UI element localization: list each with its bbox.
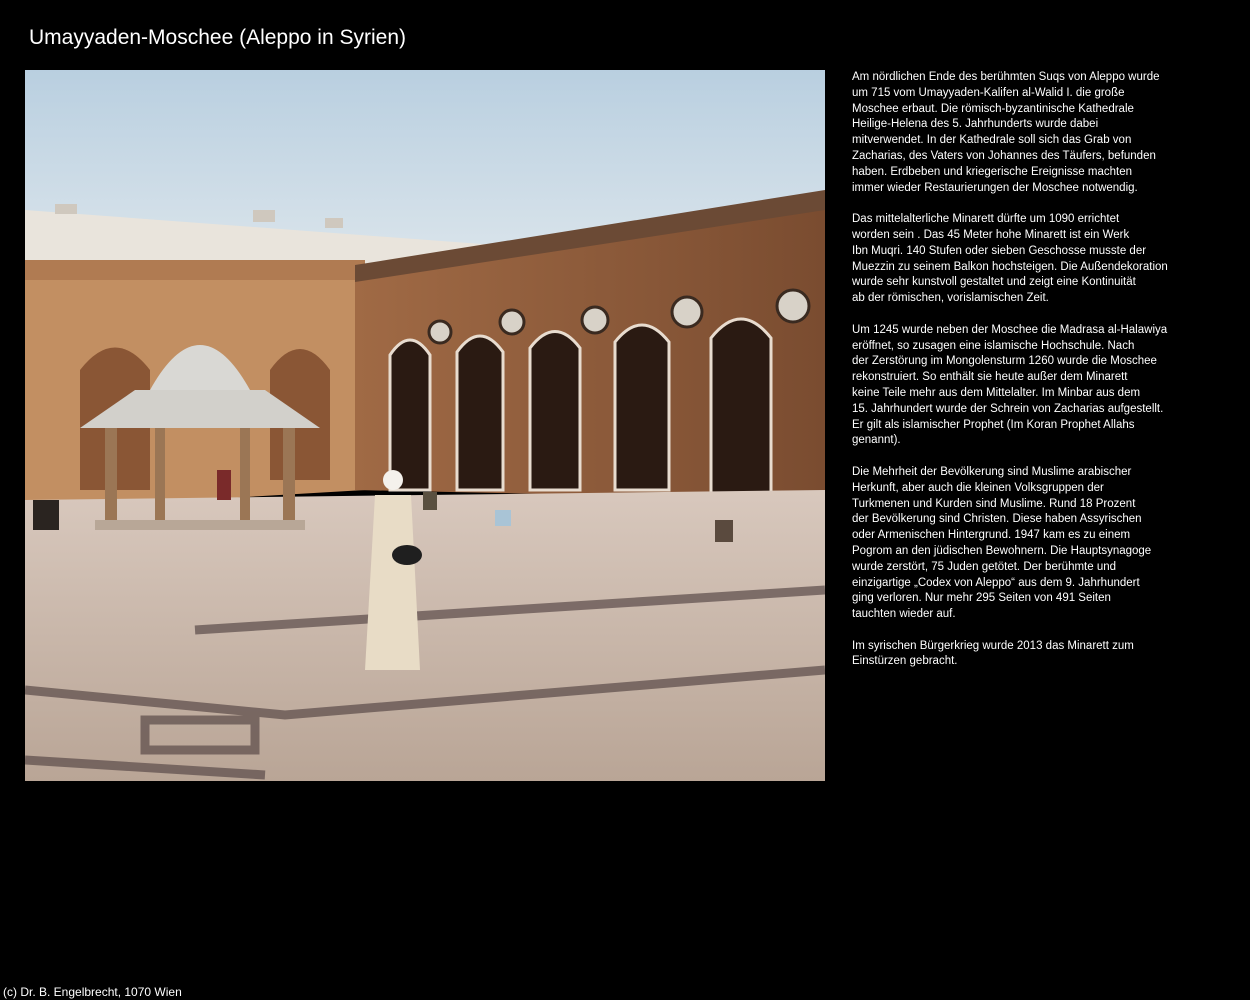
description-line: keine Teile mehr aus dem Mittelalter. Im Minbar aus dem (852, 386, 1141, 399)
page-title: Umayyaden-Moschee (Aleppo in Syrien) (29, 26, 407, 49)
description-line: wurde zerstört, 75 Juden getötet. Der berühmte und (852, 560, 1117, 573)
description-line: ging verloren. Nur mehr 295 Seiten von 491 Seiten (852, 592, 1111, 605)
description-line: Im syrischen Bürgerkrieg wurde 2013 das Minarett zum (852, 639, 1134, 652)
description-line: mitverwendet. In der Kathedrale soll sich das Grab von (852, 134, 1132, 147)
description-line: Moschee erbaut. Die römisch-byzantinische Kathedrale (852, 102, 1134, 115)
description-line: Er gilt als islamischer Prophet (Im Koran Prophet Allahs (852, 418, 1135, 431)
description-line: Am nördlichen Ende des berühmten Suqs von Aleppo wurde (852, 71, 1160, 83)
description-line: Herkunft, aber auch die kleinen Volksgruppen der (852, 481, 1104, 494)
description-line: Zacharias, des Vaters von Johannes des Täufers, befunden (852, 149, 1156, 162)
description-line: eröffnet, so zusagen eine islamische Hochschule. Nach (852, 339, 1135, 352)
description-line: immer wieder Restaurierungen der Moschee notwendig. (852, 181, 1138, 194)
description-line: wurde sehr kunstvoll gestaltet und zeigt eine Kontinuität (852, 276, 1136, 289)
copyright-footer: (c) Dr. B. Engelbrecht, 1070 Wien (3, 985, 182, 999)
description-paragraph (852, 639, 1192, 671)
description-line: 15. Jahrhundert wurde der Schrein von Zacharias aufgestellt. (852, 402, 1164, 415)
description-line: einzigartige „Codex von Aleppo“ aus dem 9. Jahrhundert (852, 576, 1140, 589)
description-line: rekonstruiert. So enthält sie heute außer dem Minarett (852, 371, 1128, 384)
description-line: Einstürzen gebracht. (852, 655, 958, 668)
description-line: Um 1245 wurde neben der Moschee die Madrasa al-Halawiya (852, 323, 1168, 336)
description-line: Turkmenen und Kurden sind Muslime. Rund 18 Prozent (852, 497, 1136, 510)
description-line: Ibn Muqri. 140 Stufen oder sieben Geschosse musste der (852, 244, 1147, 257)
description-line: ab der römischen, vorislamischen Zeit. (852, 292, 1049, 305)
description-line: Muezzin zu seinem Balkon hochsteigen. Die Außendekoration (852, 260, 1168, 273)
description-line: der Bevölkerung sind Christen. Diese haben Assyrischen (852, 513, 1142, 526)
description-line: Pogrom an den jüdischen Bewohnern. Die Hauptsynagoge (852, 544, 1152, 557)
description-paragraph (852, 323, 1192, 449)
description-line: haben. Erdbeben und kriegerische Ereignisse machten (852, 165, 1133, 178)
description-line: um 715 vom Umayyaden-Kalifen al-Walid I. die große (852, 86, 1125, 99)
mosque-courtyard-photo[interactable] (25, 70, 825, 781)
description-line: Heilige-Helena des 5. Jahrhunderts wurde dabei (852, 118, 1099, 131)
description-line: worden sein . Das 45 Meter hohe Minarett ist ein Werk (852, 228, 1130, 241)
description-paragraph (852, 212, 1192, 307)
description-text (852, 70, 1192, 686)
description-line: tauchten wieder auf. (852, 608, 956, 621)
description-paragraph (852, 70, 1192, 196)
description-line: Das mittelalterliche Minarett dürfte um 1090 errichtet (852, 213, 1120, 226)
description-line: der Zerstörung im Mongolensturm 1260 wurde die Moschee (852, 355, 1157, 368)
description-paragraph (852, 465, 1192, 623)
description-line: Die Mehrheit der Bevölkerung sind Muslime arabischer (852, 465, 1132, 478)
description-line: oder Armenischen Hintergrund. 1947 kam es zu einem (852, 529, 1131, 542)
description-line: genannt). (852, 434, 901, 447)
